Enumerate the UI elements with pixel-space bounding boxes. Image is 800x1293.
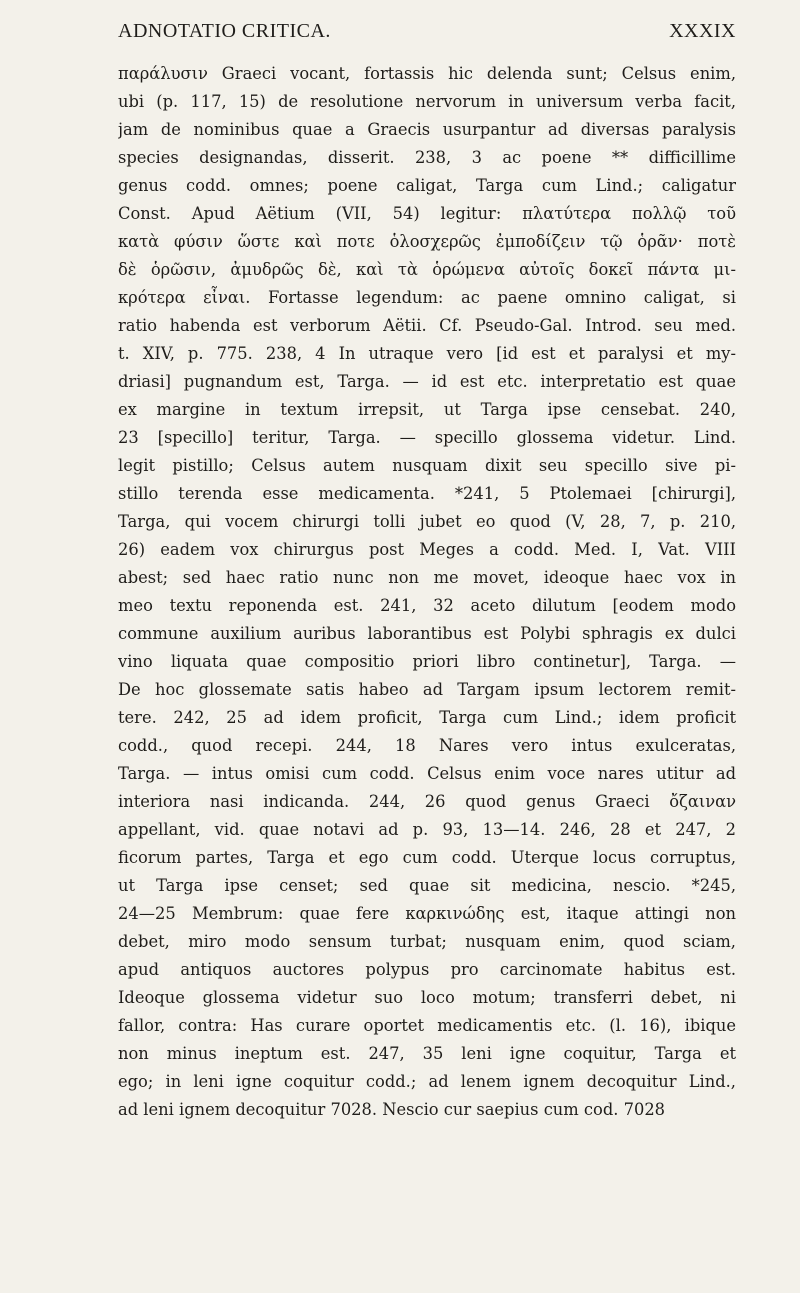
text-line: vino liquata quae compositio priori libro continetur], Targa. — xyxy=(118,652,736,671)
critical-notes-text xyxy=(118,60,736,1124)
text-line: Ideoque glossema videtur suo loco motum; transferri debet, ni xyxy=(118,988,736,1007)
text-line: tere. 242, 25 ad idem proficit, Targa cum Lind.; idem proficit xyxy=(118,708,736,727)
text-line: abest; sed haec ratio nunc non me movet, ideoque haec vox in xyxy=(118,568,736,587)
text-line: ad leni ignem decoquitur 7028. Nescio cur saepius cum cod. 7028 xyxy=(118,1100,666,1119)
text-line: Targa. — intus omisi cum codd. Celsus enim voce nares utitur ad xyxy=(118,764,736,783)
text-line: stillo terenda esse medicamenta. *241, 5 Ptolemaei [chirurgi], xyxy=(118,484,736,503)
text-line: De hoc glossemate satis habeo ad Targam ipsum lectorem remit- xyxy=(118,680,736,699)
text-line: ex margine in textum irrepsit, ut Targa ipse censebat. 240, xyxy=(118,400,736,419)
text-line: δὲ ὁρῶσιν, ἀμυδρῶς δὲ, καὶ τὰ ὁρώμενα αὐτοῖς δοκεῖ πάντα μι- xyxy=(118,260,736,279)
header-title: ADNOTATIO CRITICA. xyxy=(118,20,331,42)
text-line: genus codd. omnes; poene caligat, Targa cum Lind.; caligatur xyxy=(118,176,736,195)
text-line: ratio habenda est verborum Aëtii. Cf. Pseudo-Gal. Introd. seu med. xyxy=(118,316,736,335)
text-line: κρότερα εἶναι. Fortasse legendum: ac paene omnino caligat, si xyxy=(118,288,736,307)
text-line: codd., quod recepi. 244, 18 Nares vero intus exulceratas, xyxy=(118,736,736,755)
header-page-number: XXXIX xyxy=(669,20,736,42)
text-line: legit pistillo; Celsus autem nusquam dixit seu specillo sive pi- xyxy=(118,456,736,475)
text-line: commune auxilium auribus laborantibus est Polybi sphragis ex dulci xyxy=(118,624,736,643)
text-line: driasi] pugnandum est, Targa. — id est etc. interpretatio est quae xyxy=(118,372,736,391)
text-line: ut Targa ipse censet; sed quae sit medicina, nescio. *245, xyxy=(118,876,736,895)
text-line: Const. Apud Aëtium (VII, 54) legitur: πλατύτερα πολλῷ τοῦ xyxy=(118,204,736,223)
text-line: jam de nominibus quae a Graecis usurpantur ad diversas paralysis xyxy=(118,120,736,139)
text-line: κατὰ φύσιν ὥστε καὶ ποτε ὁλοσχερῶς ἐμποδίζειν τῷ ὁρᾶν· ποτὲ xyxy=(118,232,736,251)
text-line: ego; in leni igne coquitur codd.; ad lenem ignem decoquitur Lind., xyxy=(118,1072,736,1091)
text-line: appellant, vid. quae notavi ad p. 93, 13—14. 246, 28 et 247, 2 xyxy=(118,820,736,839)
text-line: apud antiquos auctores polypus pro carcinomate habitus est. xyxy=(118,960,736,979)
text-line: species designandas, disserit. 238, 3 ac poene ** difficillime xyxy=(118,148,736,167)
text-line: 23 [specillo] teritur, Targa. — specillo glossema videtur. Lind. xyxy=(118,428,736,447)
running-header xyxy=(118,20,736,50)
text-line: ubi (p. 117, 15) de resolutione nervorum in universum verba facit, xyxy=(118,92,736,111)
text-line: meo textu reponenda est. 241, 32 aceto dilutum [eodem modo xyxy=(118,596,736,615)
text-line: 24—25 Membrum: quae fere καρκινώδης est, itaque attingi non xyxy=(118,904,736,923)
text-line: fallor, contra: Has curare oportet medicamentis etc. (l. 16), ibique xyxy=(118,1016,736,1035)
text-line: interiora nasi indicanda. 244, 26 quod genus Graeci ὄζαιναν xyxy=(118,792,736,811)
text-line: t. XIV, p. 775. 238, 4 In utraque vero [id est et paralysi et my- xyxy=(118,344,736,363)
text-line: non minus ineptum est. 247, 35 leni igne coquitur, Targa et xyxy=(118,1044,736,1063)
text-line: παράλυσιν Graeci vocant, fortassis hic delenda sunt; Celsus enim, xyxy=(118,64,736,83)
text-line: 26) eadem vox chirurgus post Meges a codd. Med. I, Vat. VIII xyxy=(118,540,736,559)
text-line: Targa, qui vocem chirurgi tolli jubet eo quod (V, 28, 7, p. 210, xyxy=(118,512,736,531)
text-line: ficorum partes, Targa et ego cum codd. Uterque locus corruptus, xyxy=(118,848,736,867)
text-line: debet, miro modo sensum turbat; nusquam enim, quod sciam, xyxy=(118,932,736,951)
